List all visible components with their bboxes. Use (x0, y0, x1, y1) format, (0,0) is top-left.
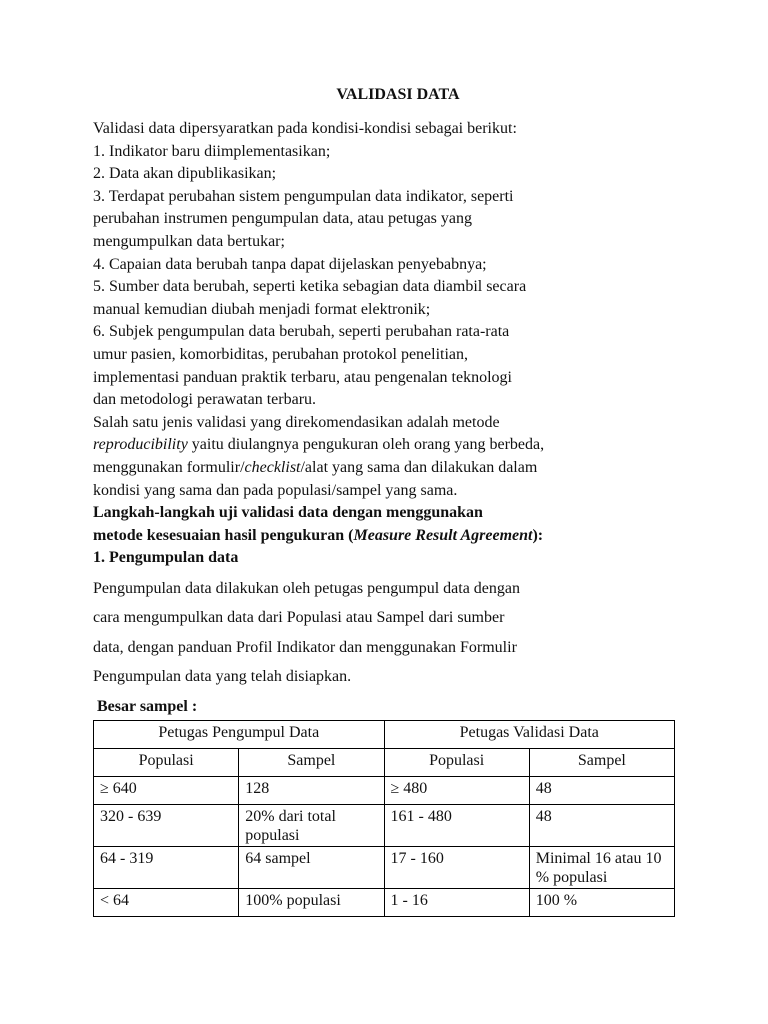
table-cell: 48 (529, 804, 674, 846)
table-cell: 17 - 160 (384, 846, 529, 888)
table-row (94, 804, 675, 846)
list-item: manual kemudian diubah menjadi format elektronik; (93, 300, 431, 318)
table-cell: 20% dari total populasi (239, 804, 384, 846)
section-heading: 1. Pengumpulan data (93, 549, 239, 567)
table-cell: 128 (239, 776, 384, 804)
table-cell: 48 (529, 776, 674, 804)
method-line: Salah satu jenis validasi yang direkomendasikan adalah metode (93, 413, 500, 431)
steps-text: ): (532, 526, 544, 544)
list-item: 6. Subjek pengumpulan data berubah, seperti perubahan rata-rata (93, 323, 510, 341)
table-cell: < 64 (94, 888, 239, 916)
method-line (93, 457, 693, 480)
table-cell: 64 - 319 (94, 846, 239, 888)
table-cell: ≥ 480 (384, 776, 529, 804)
steps-heading (93, 525, 693, 548)
table-sub-header: Populasi (94, 748, 239, 776)
table-sub-header: Sampel (529, 748, 674, 776)
sample-size-title: Besar sampel : (97, 697, 198, 715)
table-row (94, 846, 675, 888)
collection-line: cara mengumpulkan data dari Populasi atau Sampel dari sumber (93, 609, 505, 627)
list-item: perubahan instrumen pengumpulan data, atau petugas yang (93, 210, 472, 228)
method-text: yaitu diulangnya pengukuran oleh orang yang berbeda, (187, 436, 545, 454)
table-group-header: Petugas Pengumpul Data (94, 720, 385, 748)
method-line: kondisi yang sama dan pada populasi/sampel yang sama. (93, 481, 458, 499)
steps-heading: Langkah-langkah uji validasi data dengan menggunakan (93, 504, 483, 522)
collection-line: Pengumpulan data dilakukan oleh petugas pengumpul data dengan (93, 579, 520, 597)
list-item: dan metodologi perawatan terbaru. (93, 391, 317, 409)
term-italic: checklist (244, 458, 301, 476)
list-item: 1. Indikator baru diimplementasikan; (93, 142, 331, 160)
list-item: 5. Sumber data berubah, seperti ketika sebagian data diambil secara (93, 278, 527, 296)
table-group-header: Petugas Validasi Data (384, 720, 675, 748)
document-title: VALIDASI DATA (336, 86, 460, 103)
table-sub-header-row (94, 748, 675, 776)
table-cell: ≥ 640 (94, 776, 239, 804)
table-cell: 320 - 639 (94, 804, 239, 846)
list-item: 2. Data akan dipublikasikan; (93, 165, 277, 183)
term-italic: reproducibility (93, 436, 188, 454)
table-cell: 64 sampel (239, 846, 384, 888)
table-cell: 1 - 16 (384, 888, 529, 916)
table-sub-header: Sampel (239, 748, 384, 776)
method-text: /alat yang sama dan dilakukan dalam (300, 458, 538, 476)
document-page (93, 86, 693, 917)
term-italic: Measure Result Agreement (353, 526, 533, 544)
list-item: 3. Terdapat perubahan sistem pengumpulan data indikator, seperti (93, 187, 514, 205)
sample-size-table (93, 720, 675, 917)
table-group-header-row (94, 720, 675, 748)
steps-text: metode kesesuaian hasil pengukuran ( (93, 526, 354, 544)
table-row (94, 776, 675, 804)
collection-line: Pengumpulan data yang telah disiapkan. (93, 668, 352, 686)
table-cell: 161 - 480 (384, 804, 529, 846)
table-cell: 100 % (529, 888, 674, 916)
list-item: implementasi panduan praktik terbaru, atau pengenalan teknologi (93, 368, 512, 386)
collection-line: data, dengan panduan Profil Indikator dan menggunakan Formulir (93, 638, 517, 656)
method-text: menggunakan formulir/ (93, 458, 245, 476)
list-item: mengumpulkan data bertukar; (93, 232, 285, 250)
table-cell: Minimal 16 atau 10 % populasi (529, 846, 674, 888)
table-sub-header: Populasi (384, 748, 529, 776)
list-item: 4. Capaian data berubah tanpa dapat dijelaskan penyebabnya; (93, 255, 487, 273)
table-cell: 100% populasi (239, 888, 384, 916)
table-row (94, 888, 675, 916)
list-item: umur pasien, komorbiditas, perubahan protokol penelitian, (93, 345, 469, 363)
intro-paragraph: Validasi data dipersyaratkan pada kondisi-kondisi sebagai berikut: (93, 120, 517, 137)
method-line (93, 434, 693, 457)
